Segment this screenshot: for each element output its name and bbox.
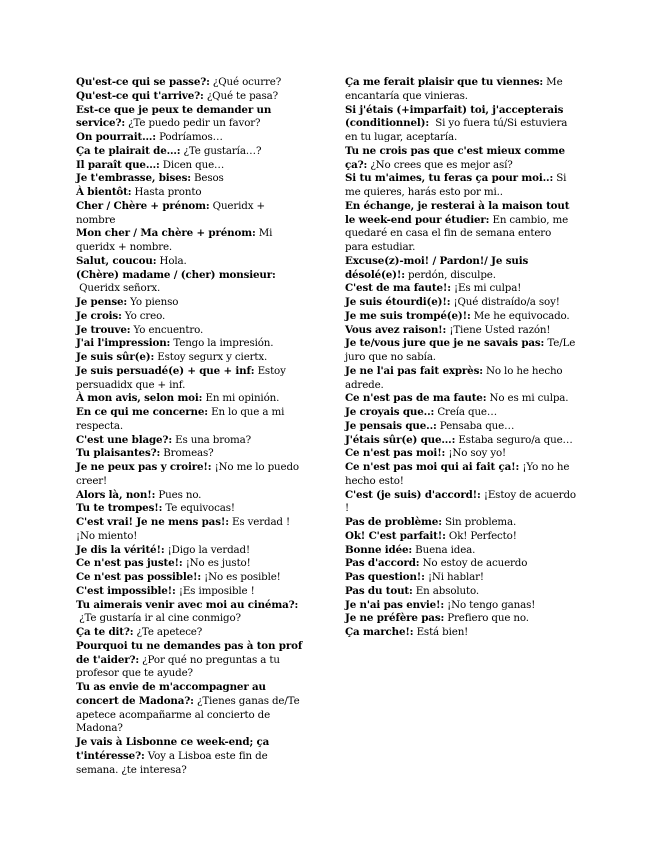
french-phrase: Je ne l'ai pas fait exprès: xyxy=(345,364,483,377)
spanish-translation: Te/Le juro que no sabía. xyxy=(345,337,576,363)
french-phrase: Je trouve: xyxy=(76,323,131,336)
spanish-translation: ¡Es imposible ! xyxy=(178,584,255,597)
french-phrase: Mon cher / Ma chère + prénom: xyxy=(76,227,256,240)
spanish-translation: ¿No crees que es mejor así? xyxy=(370,158,513,171)
spanish-translation: ¿Te puedo pedir un favor? xyxy=(128,117,261,130)
french-phrase: C'est impossible!: xyxy=(76,584,176,597)
french-phrase: Je pense: xyxy=(76,296,128,308)
spanish-translation: Yo encuentro. xyxy=(133,323,204,336)
spanish-translation: Te equivocas! xyxy=(165,502,235,515)
french-phrase: Tu as envie de m'accompagner au concert de Madona?: xyxy=(76,681,266,707)
phrase-entry xyxy=(76,544,304,558)
spanish-translation: Prefiero que no. xyxy=(447,612,529,625)
french-phrase: Pas d'accord: xyxy=(345,557,420,570)
phrase-entry xyxy=(345,557,577,571)
french-phrase: Je suis sûr(e): xyxy=(76,351,155,363)
spanish-translation: ¡Estoy de acuerdo ! xyxy=(345,488,576,515)
phrase-entry xyxy=(345,296,577,310)
french-phrase: Il paraît que…: xyxy=(76,158,160,171)
spanish-translation: Está bien! xyxy=(416,626,469,638)
spanish-translation: Si me quieres, harás esto por mi.. xyxy=(345,172,567,198)
phrase-entry xyxy=(76,557,304,571)
spanish-translation: ¿Te gustaría ir al cine conmigo? xyxy=(79,612,241,625)
phrase-entry xyxy=(76,626,304,640)
spanish-translation: Voy a Lisboa este fin de semana. ¿te interesa? xyxy=(76,749,268,776)
phrase-entry xyxy=(76,571,304,585)
spanish-translation: ¿Tienes ganas de/Te apetece acompañarme al concierto de Madona? xyxy=(76,694,300,735)
french-phrase: Ok! C'est parfait!: xyxy=(345,529,446,542)
spanish-translation: ¡No tengo ganas! xyxy=(447,598,536,611)
phrase-entry xyxy=(76,186,304,200)
spanish-translation: Ok! Perfecto! xyxy=(448,529,517,542)
french-phrase: Excuse(z)-moi! / Pardon!/ Je suis désolé(e)!: xyxy=(345,254,529,281)
spanish-translation: ¡Es mi culpa! xyxy=(454,282,522,295)
right-column xyxy=(345,76,577,640)
phrase-entry xyxy=(76,269,304,297)
spanish-translation: Yo creo. xyxy=(124,309,166,322)
spanish-translation: perdón, disculpe. xyxy=(407,268,496,281)
spanish-translation: No estoy de acuerdo xyxy=(422,557,528,570)
french-phrase: Je suis persuadé(e) + que + inf: xyxy=(76,364,255,377)
phrase-entry xyxy=(76,502,304,516)
french-phrase: Cher / Chère + prénom: xyxy=(76,199,210,212)
phrase-entry xyxy=(345,447,577,461)
phrase-entry xyxy=(76,310,304,324)
spanish-translation: Sin problema. xyxy=(444,516,517,528)
spanish-translation: No es mi culpa. xyxy=(489,392,569,405)
phrase-entry xyxy=(76,392,304,406)
spanish-translation: ¡Tiene Usted razón! xyxy=(449,323,551,336)
phrase-entry xyxy=(345,104,577,145)
spanish-translation: Yo pienso xyxy=(130,296,179,308)
phrase-entry xyxy=(76,145,304,159)
french-phrase: Tu plaisantes?: xyxy=(76,447,161,460)
spanish-translation: Queridx señorx. xyxy=(79,282,161,295)
phrase-entry xyxy=(345,337,577,365)
phrase-entry xyxy=(76,351,304,365)
french-phrase: Si tu m'aimes, tu feras ça pour moi..: xyxy=(345,172,554,185)
french-phrase: Je t'embrasse, bises: xyxy=(76,172,191,185)
french-phrase: Tu te trompes!: xyxy=(76,502,163,515)
french-phrase: Bonne idée: xyxy=(345,543,413,556)
spanish-translation: ¡Ni hablar! xyxy=(427,571,484,583)
spanish-translation: ¡No es justo! xyxy=(185,557,251,570)
french-phrase: J'ai l'impression: xyxy=(76,337,171,350)
spanish-translation: Estoy persuadidx que + inf. xyxy=(76,364,286,391)
phrase-entry xyxy=(76,585,304,599)
phrase-entry xyxy=(76,255,304,269)
phrase-entry xyxy=(76,434,304,448)
french-phrase: Je croyais que..: xyxy=(345,406,435,418)
french-phrase: À mon avis, selon moi: xyxy=(76,392,203,405)
french-phrase: Je ne préfère pas: xyxy=(345,612,445,625)
spanish-translation: Besos xyxy=(194,172,224,185)
french-phrase: Je crois: xyxy=(76,309,122,322)
phrase-entry xyxy=(76,736,304,777)
phrase-entry xyxy=(76,640,304,681)
french-phrase: Je vais à Lisbonne ce week-end; ça t'intéresse?: xyxy=(76,736,270,762)
french-phrase: Pas question!: xyxy=(345,571,425,583)
phrase-entry xyxy=(76,172,304,186)
phrase-entry xyxy=(76,104,304,132)
spanish-translation: Hola. xyxy=(159,254,187,267)
spanish-translation: Queridx + nombre xyxy=(76,199,265,226)
phrase-entry xyxy=(345,406,577,420)
french-phrase: En ce qui me concerne: xyxy=(76,406,208,418)
spanish-translation: ¿Te apetece? xyxy=(136,626,203,638)
spanish-translation: ¡No soy yo! xyxy=(448,447,507,460)
phrase-entry xyxy=(76,447,304,461)
french-phrase: Ce n'est pas possible!: xyxy=(76,571,202,583)
french-phrase: Ce n'est pas juste!: xyxy=(76,557,183,570)
phrase-entry xyxy=(76,599,304,627)
french-phrase: Est-ce que je peux te demander un service?: xyxy=(76,103,272,130)
french-phrase: Qu'est-ce qui t'arrive?: xyxy=(76,89,204,102)
phrase-entry xyxy=(345,145,577,173)
french-phrase: Pas du tout: xyxy=(345,584,413,597)
french-phrase: Pourquoi tu ne demandes pas à ton prof de t'aider?: xyxy=(76,639,303,666)
french-phrase: À bientôt: xyxy=(76,186,132,198)
french-phrase: Ce n'est pas moi!: xyxy=(345,447,446,460)
phrase-entry xyxy=(345,516,577,530)
french-phrase: Tu ne crois pas que c'est mieux comme ça?: xyxy=(345,144,565,171)
phrase-entry xyxy=(345,434,577,448)
spanish-translation: ¡Yo no he hecho esto! xyxy=(345,461,570,487)
phrase-entry xyxy=(345,200,577,255)
phrase-entry xyxy=(345,255,577,283)
spanish-translation: Es verdad ! ¡No miento! xyxy=(76,516,290,542)
french-phrase: Ça te dit?: xyxy=(76,626,134,638)
spanish-translation: Estoy segurx y ciertx. xyxy=(157,351,268,363)
phrase-entry xyxy=(345,461,577,489)
spanish-translation: Hasta pronto xyxy=(134,186,202,198)
spanish-translation: No lo he hecho adrede. xyxy=(345,364,563,391)
spanish-translation: En lo que a mi respecta. xyxy=(76,406,285,432)
phrase-entry xyxy=(345,530,577,544)
french-phrase: Si j'étais (+imparfait) toi, j'accepterais (conditionnel): xyxy=(345,103,564,130)
phrase-entry xyxy=(345,599,577,613)
phrase-entry xyxy=(345,76,577,104)
phrase-entry xyxy=(76,324,304,338)
phrase-entry xyxy=(76,461,304,489)
phrase-entry xyxy=(345,571,577,585)
french-phrase: Je me suis trompé(e)!: xyxy=(345,309,471,322)
phrase-entry xyxy=(76,406,304,434)
french-phrase: En échange, je resterai à la maison tout le week-end pour étudier: xyxy=(345,199,570,226)
spanish-translation: Pues no. xyxy=(158,488,202,501)
spanish-translation: Estaba seguro/a que… xyxy=(458,433,573,446)
french-phrase: J'étais sûr(e) que…: xyxy=(345,433,456,446)
spanish-translation: Dicen que… xyxy=(162,158,225,171)
phrase-entry xyxy=(76,90,304,104)
phrase-entry xyxy=(345,544,577,558)
left-column xyxy=(76,76,304,777)
french-phrase: Salut, coucou: xyxy=(76,254,157,267)
french-phrase: Ce n'est pas de ma faute: xyxy=(345,392,487,405)
spanish-translation: Mi queridx + nombre. xyxy=(76,227,273,253)
french-phrase: Tu aimerais venir avec moi au cinéma?: xyxy=(76,598,299,611)
french-phrase: Je suis étourdi(e)!: xyxy=(345,296,451,308)
phrase-entry xyxy=(345,585,577,599)
french-phrase: Alors là, non!: xyxy=(76,488,156,501)
phrase-entry xyxy=(345,612,577,626)
phrase-entry xyxy=(76,296,304,310)
spanish-translation: Creía que… xyxy=(437,406,498,418)
french-phrase: Ce n'est pas moi qui ai fait ça!: xyxy=(345,461,520,473)
phrase-entry xyxy=(76,131,304,145)
phrase-entry xyxy=(76,681,304,736)
spanish-translation: En absoluto. xyxy=(415,584,479,597)
phrase-entry xyxy=(345,172,577,200)
spanish-translation: Es una broma? xyxy=(175,433,252,446)
spanish-translation: Podríamos… xyxy=(159,131,223,143)
french-phrase: On pourrait…: xyxy=(76,131,156,143)
phrase-entry xyxy=(76,489,304,503)
french-phrase: Je dis la vérité!: xyxy=(76,543,165,556)
spanish-translation: Si yo fuera tú/Si estuviera en tu lugar, aceptaría. xyxy=(345,117,568,143)
phrase-entry xyxy=(345,420,577,434)
phrase-entry xyxy=(345,392,577,406)
spanish-translation: ¿Qué ocurre? xyxy=(212,76,282,88)
phrase-entry xyxy=(76,76,304,90)
french-phrase: (Chère) madame / (cher) monsieur: xyxy=(76,268,276,281)
spanish-translation: ¿Qué te pasa? xyxy=(206,89,279,102)
french-phrase: Pas de problème: xyxy=(345,516,442,528)
spanish-translation: Tengo la impresión. xyxy=(173,337,274,350)
french-phrase: Ça marche!: xyxy=(345,626,414,638)
phrase-entry xyxy=(345,626,577,640)
french-phrase: C'est (je suis) d'accord!: xyxy=(345,488,481,501)
french-phrase: Je ne peux pas y croire!: xyxy=(76,461,212,473)
phrase-entry xyxy=(76,159,304,173)
french-phrase: Je pensais que..: xyxy=(345,419,437,432)
french-phrase: Je n'ai pas envie!: xyxy=(345,598,445,611)
spanish-translation: Me encantaría que vinieras. xyxy=(345,76,563,102)
spanish-translation: Buena idea. xyxy=(415,543,476,556)
french-phrase: C'est une blage?: xyxy=(76,433,172,446)
phrase-entry xyxy=(345,365,577,393)
phrase-entry xyxy=(76,337,304,351)
spanish-translation: ¡Qué distraído/a soy! xyxy=(453,296,560,308)
phrase-entry xyxy=(345,489,577,517)
french-phrase: Ça me ferait plaisir que tu viennes: xyxy=(345,76,544,88)
spanish-translation: ¡No es posible! xyxy=(204,571,281,583)
spanish-translation: Bromeas? xyxy=(163,447,214,460)
spanish-translation: ¿Por qué no preguntas a tu profesor que te ayude? xyxy=(76,653,280,680)
spanish-translation: En cambio, me quedaré en casa el fin de semana entero para estudiar. xyxy=(345,213,569,253)
french-phrase: Ça te plairait de…: xyxy=(76,144,181,157)
spanish-translation: ¡No me lo puedo creer! xyxy=(76,461,299,487)
phrase-entry xyxy=(76,200,304,228)
french-phrase: C'est de ma faute!: xyxy=(345,282,451,295)
phrase-entry xyxy=(345,324,577,338)
french-phrase: C'est vrai! Je ne mens pas!: xyxy=(76,516,229,528)
spanish-translation: Pensaba que… xyxy=(439,419,515,432)
phrase-entry xyxy=(345,310,577,324)
french-phrase: Je te/vous jure que je ne savais pas: xyxy=(345,337,545,350)
french-phrase: Qu'est-ce qui se passe?: xyxy=(76,76,210,88)
french-phrase: Vous avez raison!: xyxy=(345,323,447,336)
phrase-entry xyxy=(76,227,304,255)
phrase-entry xyxy=(76,365,304,393)
spanish-translation: ¿Te gustaría…? xyxy=(183,144,262,157)
phrase-entry xyxy=(76,516,304,544)
spanish-translation: ¡Digo la verdad! xyxy=(167,543,250,556)
spanish-translation: En mi opinión. xyxy=(205,392,280,405)
spanish-translation: Me he equivocado. xyxy=(473,309,570,322)
phrase-entry xyxy=(345,282,577,296)
